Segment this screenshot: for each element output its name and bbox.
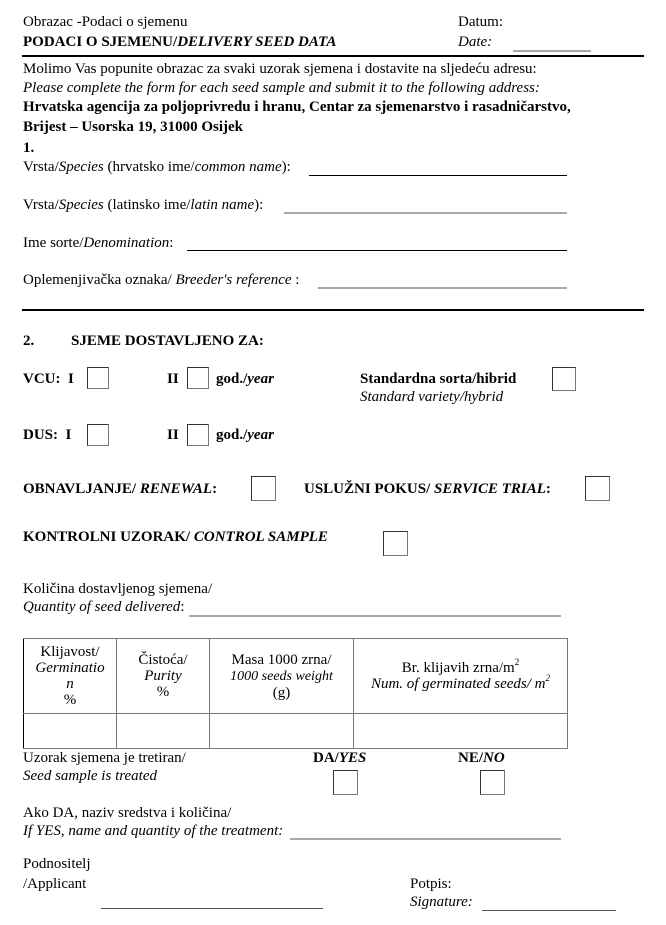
standard-variety-checkbox[interactable] <box>552 367 576 391</box>
denomination-label: Ime sorte/Denomination: <box>23 235 174 251</box>
quantity-field[interactable] <box>189 615 561 617</box>
section1-number: 1. <box>23 140 35 156</box>
table-header-row <box>24 639 568 714</box>
section2-number: 2. <box>23 333 35 349</box>
address-line1: Hrvatska agencija za poljoprivredu i hranu, Centar za sjemenarstvo i rasadničarstvo, <box>23 99 571 115</box>
col-purity: Čistoća/ Purity % <box>117 639 210 714</box>
treatment-label-hr: Ako DA, naziv sredstva i količina/ <box>23 805 232 821</box>
seed-weight-cell[interactable] <box>210 714 354 749</box>
dus-label: DUS: I <box>23 427 72 443</box>
dus-ii-label: II <box>167 427 179 443</box>
dus-ii-checkbox[interactable] <box>187 424 209 446</box>
col-germination: Klijavost/ Germinatio n % <box>24 639 117 714</box>
treatment-label-en: If YES, name and quantity of the treatment: <box>23 823 284 839</box>
vcu-ii-label: II <box>167 371 179 387</box>
intro-hr: Molimo Vas popunite obrazac za svaki uzorak sjemena i dostavite na sljedeću adresu: <box>23 61 537 77</box>
intro-en: Please complete the form for each seed sample and submit it to the following address: <box>23 80 540 96</box>
form-title-en: DELIVERY SEED DATA <box>177 34 337 50</box>
applicant-label-hr: Podnositelj <box>23 856 91 872</box>
species-latin-field[interactable] <box>284 212 567 214</box>
no-label: NE/NO <box>458 750 505 766</box>
signature-field[interactable] <box>482 910 616 911</box>
service-trial-label: USLUŽNI POKUS/ SERVICE TRIAL: <box>304 481 551 497</box>
vcu-label: VCU: I <box>23 371 74 387</box>
control-sample-checkbox[interactable] <box>383 531 408 556</box>
vcu-ii-checkbox[interactable] <box>187 367 209 389</box>
treated-yes-checkbox[interactable] <box>333 770 358 795</box>
denomination-field[interactable] <box>187 250 567 251</box>
dus-year-label: god./year <box>216 427 274 443</box>
table-row <box>24 714 568 749</box>
breeders-reference-field[interactable] <box>318 287 567 289</box>
date-label-en: Date: <box>458 34 493 50</box>
vcu-i-checkbox[interactable] <box>87 367 109 389</box>
dus-i-checkbox[interactable] <box>87 424 109 446</box>
vcu-year-label: god./year <box>216 371 274 387</box>
species-latin-label: Vrsta/Species (latinsko ime/latin name): <box>23 197 264 213</box>
service-trial-checkbox[interactable] <box>585 476 610 501</box>
form-label: Obrazac -Podaci o sjemenu <box>23 14 188 30</box>
form-title-hr: PODACI O SJEMENU/ <box>23 34 178 50</box>
treated-no-checkbox[interactable] <box>480 770 505 795</box>
address-line2: Brijest – Usorska 19, 31000 Osijek <box>23 119 243 135</box>
treatment-field[interactable] <box>290 838 561 840</box>
date-label-hr: Datum: <box>458 14 503 30</box>
signature-label-hr: Potpis: <box>410 876 452 892</box>
germination-cell[interactable] <box>24 714 117 749</box>
header-divider <box>22 55 644 57</box>
renewal-label: OBNAVLJANJE/ RENEWAL: <box>23 481 218 497</box>
seed-data-table <box>23 638 568 749</box>
quantity-label-en: Quantity of seed delivered: <box>23 599 185 615</box>
quantity-label-hr: Količina dostavljenog sjemena/ <box>23 581 213 597</box>
col-germinated-seeds-per-m2: Br. klijavih zrna/$m^2$ Num. of germinated seeds/ $m^2$ <box>354 639 568 714</box>
control-sample-label: KONTROLNI UZORAK/ CONTROL SAMPLE <box>23 529 328 545</box>
treated-label-hr: Uzorak sjemena je tretiran/ <box>23 750 186 766</box>
applicant-label-en: /Applicant <box>23 876 87 892</box>
species-common-field[interactable] <box>309 175 567 176</box>
renewal-checkbox[interactable] <box>251 476 276 501</box>
section2-title: SJEME DOSTAVLJENO ZA: <box>71 333 264 349</box>
breeders-reference-label: Oplemenjivačka oznaka/ Breeder's reference : <box>23 272 300 288</box>
section-divider <box>22 309 644 311</box>
treated-label-en: Seed sample is treated <box>23 768 157 784</box>
standard-variety-label-hr: Standardna sorta/hibrid <box>360 371 517 387</box>
signature-label-en: Signature: <box>410 894 473 910</box>
yes-label: DA/YES <box>313 750 367 766</box>
col-1000-seed-weight: Masa 1000 zrna/ 1000 seeds weight (g) <box>210 639 354 714</box>
species-common-label: Vrsta/Species (hrvatsko ime/common name): <box>23 159 291 175</box>
standard-variety-label-en: Standard variety/hybrid <box>360 389 504 405</box>
applicant-field[interactable] <box>101 908 323 909</box>
date-field[interactable] <box>513 50 591 52</box>
purity-cell[interactable] <box>117 714 210 749</box>
form-title <box>23 35 336 50</box>
germinated-seeds-cell[interactable] <box>354 714 568 749</box>
